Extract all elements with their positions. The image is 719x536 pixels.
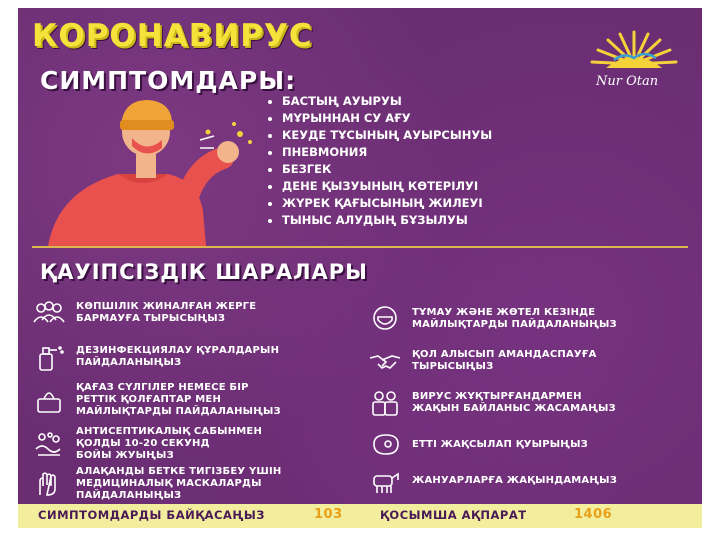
symptom-item: БАСТЫҢ АУЫРУЫ (264, 93, 492, 110)
measure-text: ҚАҒАЗ СҮЛГІЛЕР НЕМЕСЕ БІР РЕТТІК ҚОЛҒАПТАР МЕН МАЙЛЫҚТАРДЫ ПАЙДАЛАНЫҢЫЗ (76, 382, 281, 417)
measure-item (368, 304, 617, 334)
mask-face-icon (368, 304, 402, 334)
measure-text: ТҰМАУ ЖӘНЕ ЖӨТЕЛ КЕЗІНДЕ МАЙЛЫҚТАРДЫ ПАЙДАЛАНЫҢЫЗ (412, 307, 617, 330)
symptom-item: ЖҮРЕК ҚАҒЫСЫНЫҢ ЖИЛЕУІ (264, 195, 492, 212)
measure-text: КӨПШІЛІК ЖИНАЛҒАН ЖЕРГЕ БАРМАУҒА ТЫРЫСЫҢЫЗ (76, 301, 257, 324)
bullet-icon (268, 219, 272, 223)
measure-text: ҚОЛ АЛЫСЫП АМАНДАСПАУҒА ТЫРЫСЫҢЫЗ (412, 349, 597, 372)
symptom-item: КЕУДЕ ТҰСЫНЫҢ АУЫРСЫНУЫ (264, 127, 492, 144)
bullet-icon (268, 185, 272, 189)
measure-item (368, 388, 616, 418)
bullet-icon (268, 151, 272, 155)
poster (18, 8, 702, 528)
footer-bar (18, 504, 702, 528)
measure-item (368, 430, 588, 460)
footer-symptoms-label: СИМПТОМДАРДЫ БАЙҚАСАҢЫЗ (38, 508, 265, 522)
measure-item (368, 466, 617, 496)
logo-text: Nur Otan (596, 74, 659, 89)
measure-text: ЖАНУАРЛАРҒА ЖАҚЫНДАМАҢЫЗ (412, 475, 618, 486)
people-icon (368, 388, 402, 418)
meat-icon (368, 430, 402, 460)
sick-person-illustration (28, 96, 258, 246)
symptom-item: МҰРЫННАН СУ АҒУ (264, 110, 492, 127)
symptom-item: ТЫНЫС АЛУДЫҢ БҰЗЫЛУЫ (264, 212, 492, 229)
measure-item (32, 466, 281, 502)
symptom-item: БЕЗГЕК (264, 161, 492, 178)
measure-text: ЕТТІ ЖАҚСЫЛАП ҚУЫРЫҢЫЗ (412, 439, 588, 450)
symptoms-list (264, 93, 492, 229)
footer-info-number: 1406 (574, 507, 613, 522)
poster-title: КОРОНАВИРУС (32, 18, 313, 54)
symptom-item: ПНЕВМОНИЯ (264, 144, 492, 161)
symptom-item: ДЕНЕ ҚЫЗУЫНЫҢ КӨТЕРІЛУІ (264, 178, 492, 195)
animal-icon (368, 466, 402, 496)
symptoms-heading: СИМПТОМДАРЫ: (40, 66, 297, 95)
crowd-icon (32, 298, 66, 328)
safety-heading: ҚАУІПСІЗДІК ШАРАЛАРЫ (40, 260, 368, 284)
measure-item (32, 298, 256, 328)
bullet-icon (268, 134, 272, 138)
footer-info-label: ҚОСЫМША АҚПАРАТ (380, 508, 527, 522)
measure-text: ДЕЗИНФЕКЦИЯЛАУ ҚҰРАЛДАРЫН ПАЙДАЛАНЫҢЫЗ (76, 345, 280, 368)
handshake-icon (368, 346, 402, 376)
spray-icon (32, 342, 66, 372)
measure-item (32, 382, 281, 418)
divider (32, 246, 688, 248)
measure-text: АЛАҚАНДЫ БЕТКЕ ТИГІЗБЕУ ҮШІН МЕДИЦИНАЛЫҚ МАСКАЛАРДЫ ПАЙДАЛАНЫҢЫЗ (76, 466, 282, 501)
measure-text: АНТИСЕПТИКАЛЫҚ САБЫНМЕН ҚОЛДЫ 10-20 СЕКУНД БОЙЫ ЖУЫҢЫЗ (76, 426, 263, 461)
tissue-icon (32, 385, 66, 415)
measure-item (32, 342, 279, 372)
measure-text: ВИРУС ЖҰҚТЫРҒАНДАРМЕН ЖАҚЫН БАЙЛАНЫС ЖАСАМАҢЫЗ (412, 391, 616, 414)
soap-icon (32, 429, 66, 459)
footer-symptoms-number: 103 (314, 507, 343, 522)
hand-icon (32, 469, 66, 499)
bullet-icon (268, 100, 272, 104)
measure-item (368, 346, 597, 376)
bullet-icon (268, 202, 272, 206)
bullet-icon (268, 168, 272, 172)
bullet-icon (268, 117, 272, 121)
measure-item (32, 426, 262, 462)
